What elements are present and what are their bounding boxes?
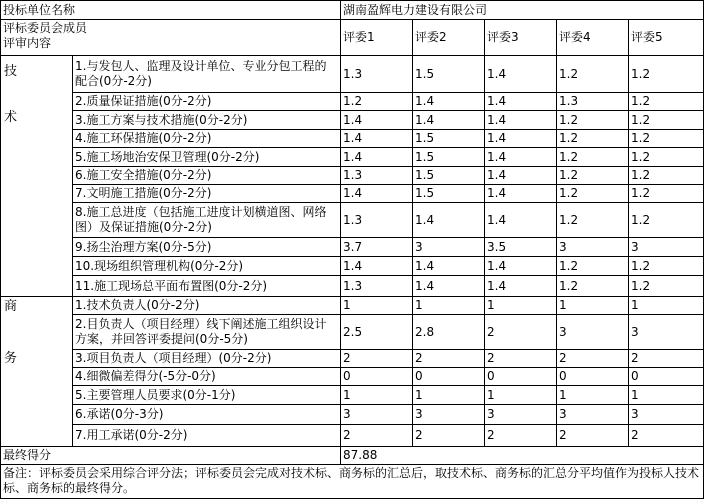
- score-cell: 2: [557, 350, 629, 368]
- score-cell: 2: [629, 425, 703, 447]
- score-cell: 3: [557, 238, 629, 257]
- score-cell: 1.2: [629, 167, 703, 185]
- category-char: 术: [4, 110, 18, 125]
- judge-header: 评委5: [629, 20, 703, 56]
- score-cell: 1.4: [485, 148, 557, 167]
- score-cell: 1.2: [557, 257, 629, 276]
- score-cell: 1.5: [413, 185, 485, 203]
- criterion-label: 4.细微偏差得分(-5分-0分): [73, 368, 341, 386]
- score-cell: 1.3: [341, 203, 413, 238]
- criterion-label: 10.现场组织管理机构(0分-2分): [73, 257, 341, 276]
- score-cell: 1.2: [557, 148, 629, 167]
- final-score-label: 最终得分: [1, 447, 341, 465]
- judge-header: 评委4: [557, 20, 629, 56]
- score-cell: 2.8: [413, 315, 485, 350]
- score-cell: 1.2: [557, 167, 629, 185]
- score-cell: 1.3: [341, 276, 413, 297]
- score-cell: 1.4: [413, 111, 485, 130]
- committee-header: [1, 20, 341, 56]
- criterion-label: 6.承诺(0分-3分): [73, 405, 341, 425]
- score-cell: 3: [629, 238, 703, 257]
- score-cell: 1: [413, 386, 485, 405]
- score-cell: 1.3: [341, 167, 413, 185]
- score-cell: 0: [629, 368, 703, 386]
- criterion-label: 1.技术负责人(0分-2分): [73, 297, 341, 315]
- criterion-label: 1.与发包人、监理及设计单位、专业分包工程的配合(0分-2分): [73, 56, 341, 93]
- score-cell: 1.4: [485, 93, 557, 111]
- score-cell: 1: [557, 297, 629, 315]
- score-cell: 1.4: [341, 130, 413, 148]
- score-cell: 1.2: [629, 111, 703, 130]
- score-cell: 1.2: [629, 203, 703, 238]
- score-cell: 2: [341, 350, 413, 368]
- criterion-label: 3.项目负责人（项目经理）(0分-2分): [73, 350, 341, 368]
- score-cell: 1.2: [629, 130, 703, 148]
- category-char: 商: [4, 299, 18, 314]
- criterion-label: 11.施工现场总平面布置图(0分-2分): [73, 276, 341, 297]
- category-char: 务: [4, 351, 18, 366]
- score-cell: 1.2: [557, 111, 629, 130]
- score-cell: 1.4: [485, 185, 557, 203]
- score-cell: 1.4: [485, 111, 557, 130]
- criterion-label: 7.文明施工措施(0分-2分): [73, 185, 341, 203]
- criterion-label: 6.施工安全措施(0分-2分): [73, 167, 341, 185]
- score-cell: 1: [341, 297, 413, 315]
- note-text: 备注：评标委员会采用综合评分法；评标委员会完成对技术标、商务标的汇总后，取技术标、商务标的汇总分平均值作为投标人技术标、商务标的最终得分。: [3, 466, 700, 495]
- score-cell: 3: [485, 405, 557, 425]
- score-cell: 2: [413, 425, 485, 447]
- score-cell: 1.4: [341, 111, 413, 130]
- score-cell: 1.3: [557, 93, 629, 111]
- score-cell: 3: [629, 315, 703, 350]
- score-cell: 2: [629, 350, 703, 368]
- score-cell: 1: [413, 297, 485, 315]
- judge-header: 评委1: [341, 20, 413, 56]
- score-cell: 1.2: [557, 276, 629, 297]
- score-cell: 2: [557, 425, 629, 447]
- score-cell: 1: [485, 386, 557, 405]
- score-cell: 2: [485, 350, 557, 368]
- score-cell: 1: [629, 297, 703, 315]
- score-cell: 1.2: [557, 130, 629, 148]
- criterion-label: 9.扬尘治理方案(0分-5分): [73, 238, 341, 257]
- score-cell: 3: [413, 238, 485, 257]
- score-cell: 0: [557, 368, 629, 386]
- criterion-label: 2.质量保证措施(0分-2分): [73, 93, 341, 111]
- content-label: 评审内容: [3, 36, 52, 50]
- score-cell: 1.4: [413, 93, 485, 111]
- score-cell: 0: [341, 368, 413, 386]
- criterion-label: 3.施工方案与技术措施(0分-2分): [73, 111, 341, 130]
- category-char: 技: [4, 64, 18, 79]
- score-cell: 1.4: [341, 257, 413, 276]
- score-cell: 1.4: [485, 257, 557, 276]
- score-cell: 3: [413, 405, 485, 425]
- score-cell: 1.5: [413, 56, 485, 93]
- score-cell: 1.3: [341, 56, 413, 93]
- score-cell: 1.2: [341, 93, 413, 111]
- bidder-name: 湖南盈辉电力建设有限公司: [341, 1, 703, 20]
- score-cell: 1.4: [485, 167, 557, 185]
- score-cell: 1.4: [485, 203, 557, 238]
- score-cell: 1.4: [413, 276, 485, 297]
- score-cell: 3: [557, 315, 629, 350]
- score-cell: 1: [341, 386, 413, 405]
- criterion-label: 5.主要管理人员要求(0分-1分): [73, 386, 341, 405]
- score-cell: 0: [485, 368, 557, 386]
- score-cell: 1.4: [413, 203, 485, 238]
- category-business: [1, 297, 73, 447]
- score-cell: 2: [485, 315, 557, 350]
- score-cell: 1.2: [629, 56, 703, 93]
- score-cell: 1: [557, 386, 629, 405]
- criterion-label: 7.用工承诺(0分-2分): [73, 425, 341, 447]
- score-cell: 3.5: [485, 238, 557, 257]
- score-cell: 1.2: [629, 257, 703, 276]
- judge-header: 评委3: [485, 20, 557, 56]
- score-cell: 1.2: [629, 185, 703, 203]
- score-cell: 3: [629, 405, 703, 425]
- category-technical: [1, 56, 73, 297]
- judge-header: 评委2: [413, 20, 485, 56]
- committee-label: 评标委员会成员: [3, 21, 88, 35]
- criterion-label: 2.目负责人（项目经理）线下阐述施工组织设计方案，并回答评委提问(0分-5分): [73, 315, 341, 350]
- score-cell: 1.5: [413, 148, 485, 167]
- score-cell: 1.2: [557, 185, 629, 203]
- score-cell: 3: [341, 405, 413, 425]
- score-cell: 1.2: [557, 56, 629, 93]
- score-cell: 2.5: [341, 315, 413, 350]
- score-cell: 1.2: [557, 203, 629, 238]
- criterion-label: 8.施工总进度（包括施工进度计划横道图、网络图）及保证措施(0分-2分): [73, 203, 341, 238]
- score-cell: 1: [629, 386, 703, 405]
- score-cell: 1.4: [413, 257, 485, 276]
- score-cell: 1.2: [629, 148, 703, 167]
- score-cell: 1.4: [485, 276, 557, 297]
- score-cell: 2: [341, 425, 413, 447]
- score-cell: 1.2: [629, 276, 703, 297]
- score-cell: 1.4: [341, 185, 413, 203]
- criterion-label: 4.施工环保措施(0分-2分): [73, 130, 341, 148]
- score-cell: 2: [413, 350, 485, 368]
- final-score-value: 87.88: [341, 447, 703, 465]
- bidder-label: 投标单位名称: [1, 1, 341, 20]
- score-cell: 1.2: [629, 93, 703, 111]
- score-cell: 1.4: [341, 148, 413, 167]
- criterion-label: 5.施工场地治安保卫管理(0分-2分): [73, 148, 341, 167]
- score-cell: 1.4: [485, 56, 557, 93]
- score-cell: 2: [485, 425, 557, 447]
- score-cell: 1.5: [413, 130, 485, 148]
- score-cell: 1.4: [485, 130, 557, 148]
- score-cell: 0: [413, 368, 485, 386]
- score-cell: 1.5: [413, 167, 485, 185]
- score-cell: 3: [557, 405, 629, 425]
- score-cell: 1: [485, 297, 557, 315]
- score-cell: 3.7: [341, 238, 413, 257]
